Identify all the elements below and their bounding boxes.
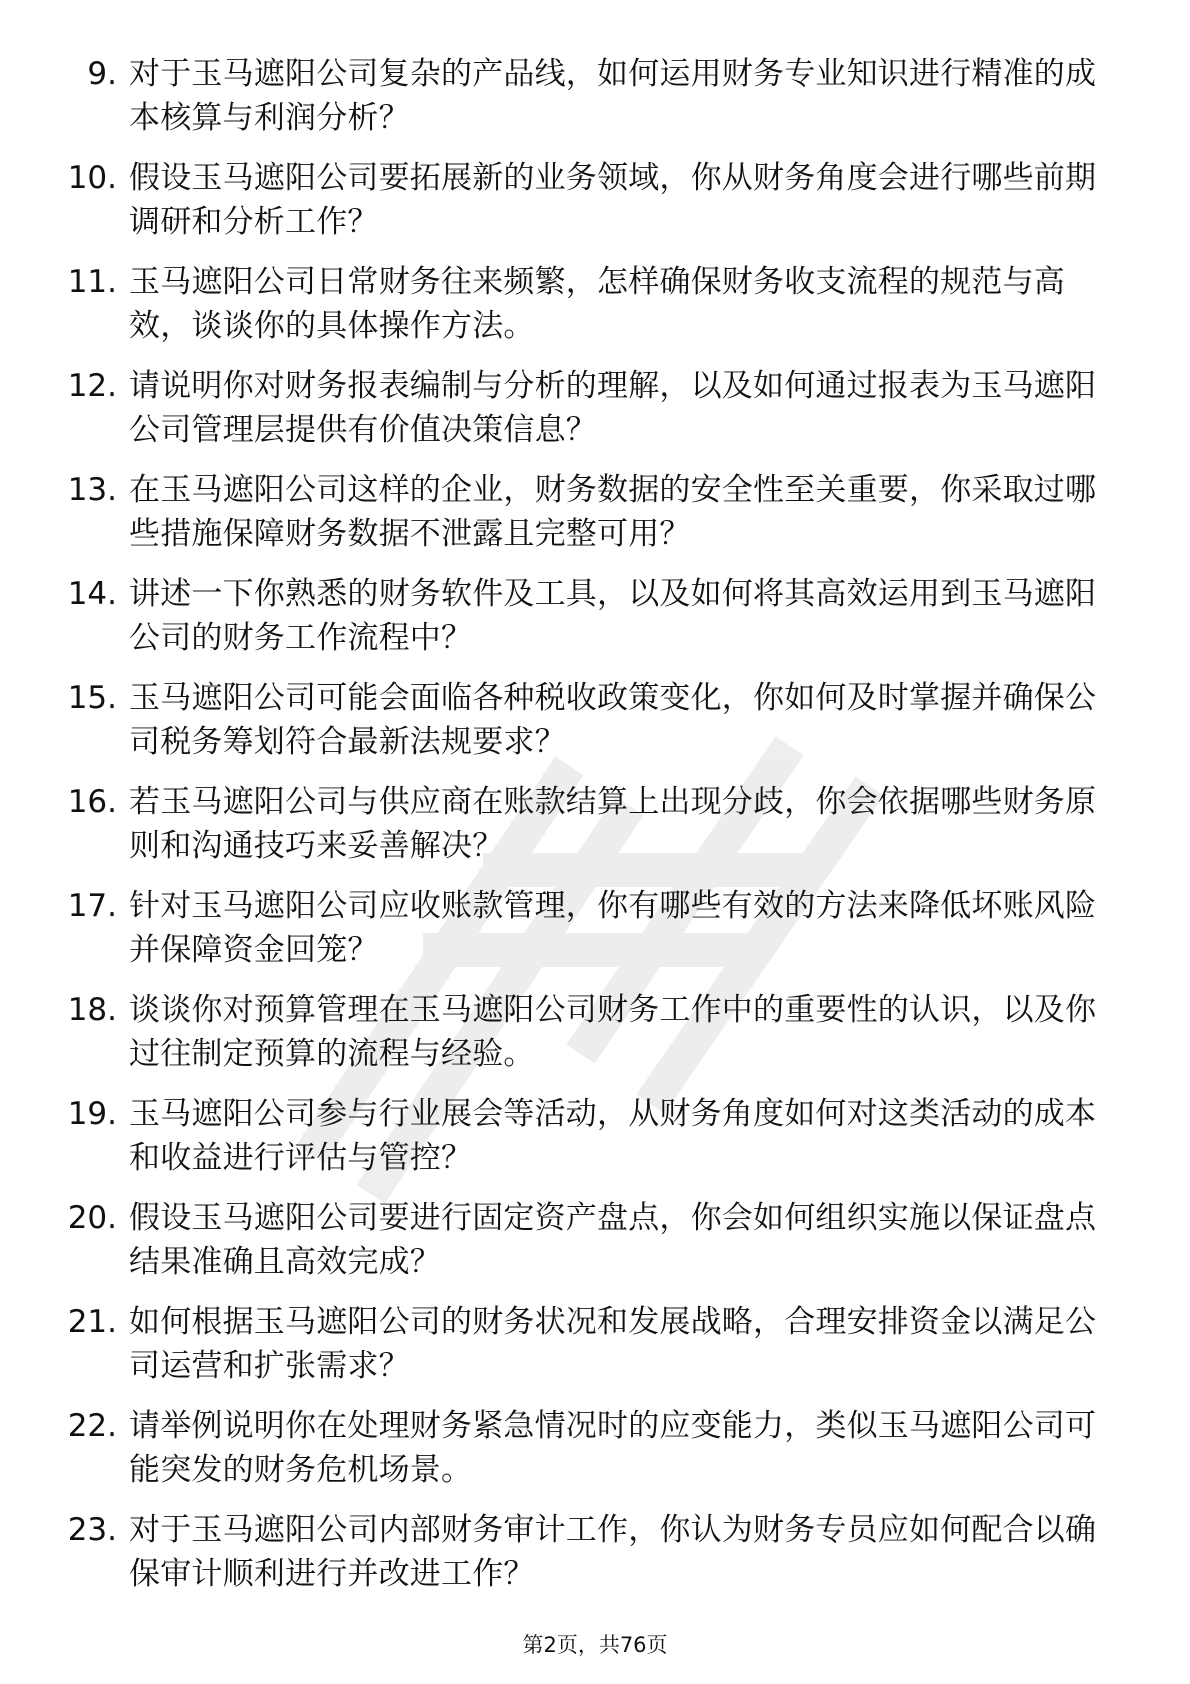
question-text: 玉马遮阳公司可能会面临各种税收政策变化，你如何及时掌握并确保公司税务筹划符合最新法规要求？ — [129, 680, 1097, 760]
question-number: 9. — [87, 56, 117, 92]
question-number: 18. — [67, 992, 117, 1028]
question-item — [56, 1300, 1116, 1404]
question-text: 玉马遮阳公司日常财务往来频繁，怎样确保财务收支流程的规范与高效，谈谈你的具体操作方法。 — [129, 264, 1065, 344]
question-number: 10. — [67, 160, 117, 196]
question-number: 19. — [67, 1096, 117, 1132]
question-item — [56, 1092, 1116, 1196]
question-item — [56, 988, 1116, 1092]
question-number: 20. — [67, 1200, 117, 1236]
question-text: 如何根据玉马遮阳公司的财务状况和发展战略，合理安排资金以满足公司运营和扩张需求？ — [129, 1304, 1097, 1384]
question-item — [56, 1508, 1116, 1612]
question-text: 对于玉马遮阳公司内部财务审计工作，你认为财务专员应如何配合以确保审计顺利进行并改进工作？ — [129, 1512, 1097, 1592]
question-item — [56, 468, 1116, 572]
question-number: 12. — [67, 368, 117, 404]
question-text: 讲述一下你熟悉的财务软件及工具，以及如何将其高效运用到玉马遮阳公司的财务工作流程中？ — [129, 576, 1097, 656]
question-number: 21. — [67, 1304, 117, 1340]
question-number: 17. — [67, 888, 117, 924]
question-number: 23. — [67, 1512, 117, 1548]
question-item — [56, 676, 1116, 780]
page-footer — [0, 1630, 1190, 1660]
question-text: 玉马遮阳公司参与行业展会等活动，从财务角度如何对这类活动的成本和收益进行评估与管控？ — [129, 1096, 1097, 1176]
question-number: 13. — [67, 472, 117, 508]
question-text: 在玉马遮阳公司这样的企业，财务数据的安全性至关重要，你采取过哪些措施保障财务数据不泄露且完整可用？ — [129, 472, 1097, 552]
question-item — [56, 52, 1116, 156]
question-item — [56, 364, 1116, 468]
question-number: 14. — [67, 576, 117, 612]
question-text: 请说明你对财务报表编制与分析的理解，以及如何通过报表为玉马遮阳公司管理层提供有价值决策信息？ — [129, 368, 1097, 448]
question-item — [56, 1196, 1116, 1300]
question-number: 22. — [67, 1408, 117, 1444]
question-text: 假设玉马遮阳公司要进行固定资产盘点，你会如何组织实施以保证盘点结果准确且高效完成？ — [129, 1200, 1097, 1280]
question-item — [56, 884, 1116, 988]
question-item — [56, 1404, 1116, 1508]
page-number-label: 第2页，共76页 — [522, 1633, 668, 1657]
question-text: 请举例说明你在处理财务紧急情况时的应变能力，类似玉马遮阳公司可能突发的财务危机场景。 — [129, 1408, 1097, 1488]
question-text: 假设玉马遮阳公司要拓展新的业务领域，你从财务角度会进行哪些前期调研和分析工作？ — [129, 160, 1097, 240]
question-list — [56, 52, 1116, 1612]
question-text: 对于玉马遮阳公司复杂的产品线，如何运用财务专业知识进行精准的成本核算与利润分析？ — [129, 56, 1097, 136]
question-text: 针对玉马遮阳公司应收账款管理，你有哪些有效的方法来降低坏账风险并保障资金回笼？ — [129, 888, 1097, 968]
question-number: 16. — [67, 784, 117, 820]
question-item — [56, 780, 1116, 884]
question-item — [56, 572, 1116, 676]
question-text: 谈谈你对预算管理在玉马遮阳公司财务工作中的重要性的认识，以及你过往制定预算的流程与经验。 — [129, 992, 1097, 1072]
question-item — [56, 260, 1116, 364]
question-number: 11. — [67, 264, 117, 300]
question-item — [56, 156, 1116, 260]
question-text: 若玉马遮阳公司与供应商在账款结算上出现分歧，你会依据哪些财务原则和沟通技巧来妥善解决？ — [129, 784, 1097, 864]
question-number: 15. — [67, 680, 117, 716]
